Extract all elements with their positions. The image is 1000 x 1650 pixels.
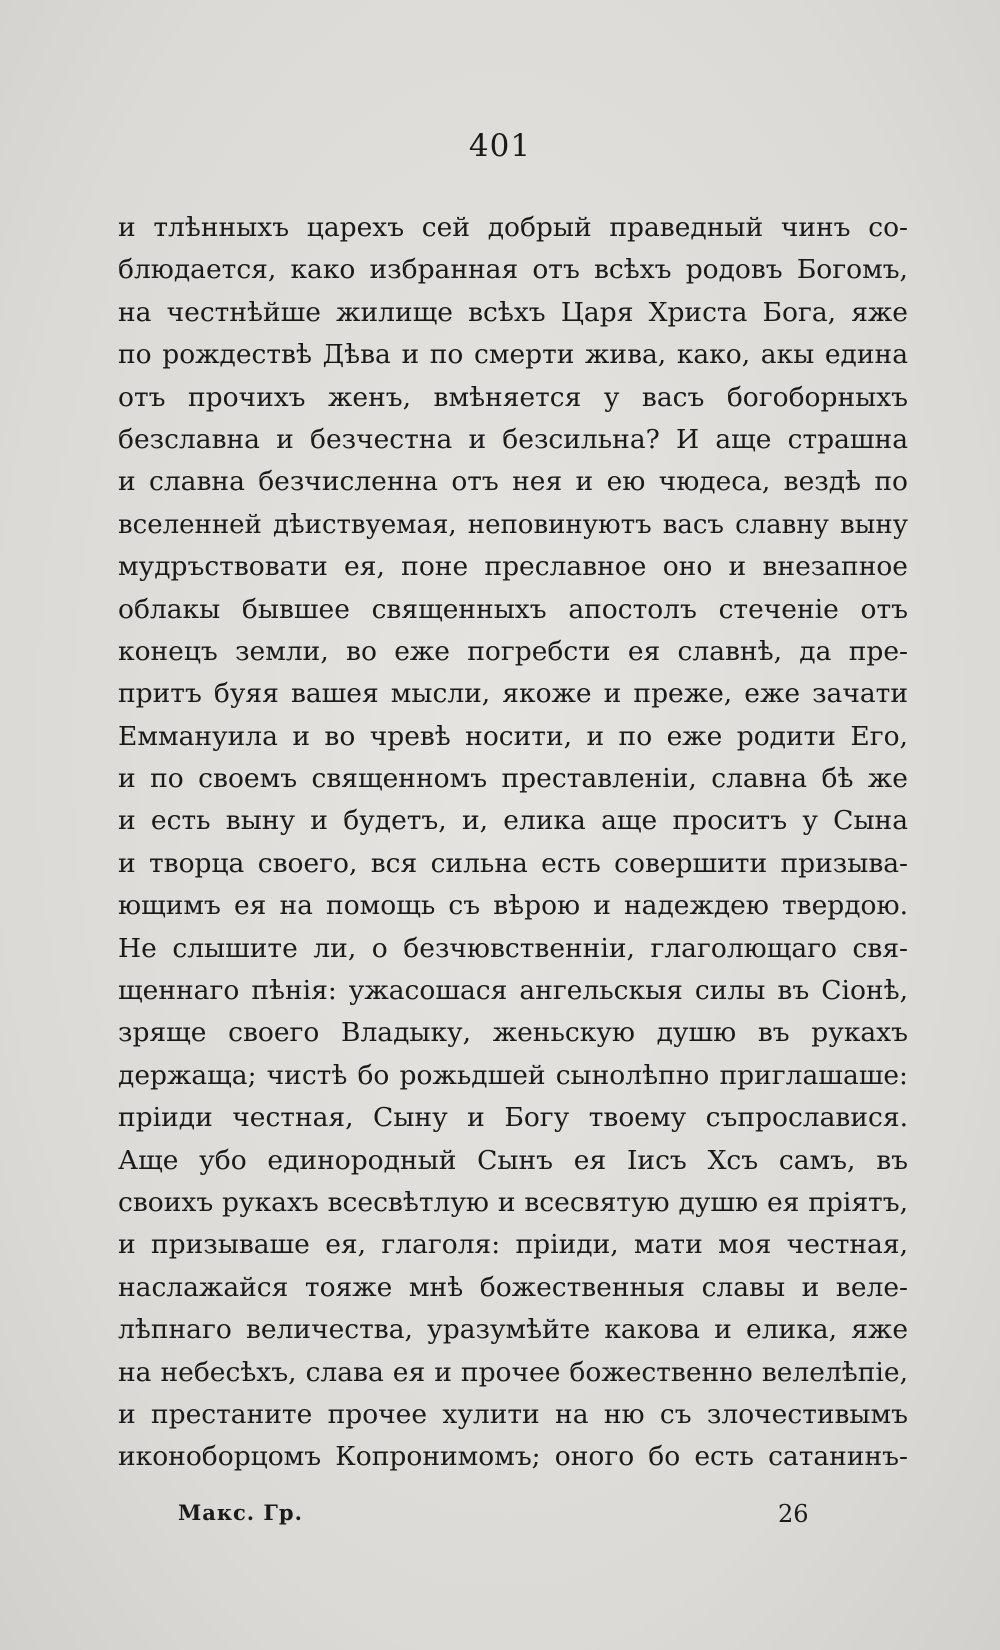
signature-number: 26 <box>778 1500 809 1528</box>
text-line: мудръствовати ея, поне преславное оно и внезапное <box>118 551 908 583</box>
text-line: и тлѣнныхъ царехъ сей добрый праведный чинъ со- <box>118 212 908 243</box>
text-line: ющимъ ея на помощь съ вѣрою и надеждею твердою. <box>118 890 908 922</box>
text-line: своихъ рукахъ всесвѣтлую и всесвятую душю ея пріятъ, <box>118 1186 908 1218</box>
text-line: Еммануила и во чревѣ носити, и по еже родити Его, <box>118 720 908 752</box>
text-line: Не слышите ли, о безчювственніи, глаголющаго свя- <box>118 932 908 964</box>
text-line: безславна и безчестна и безсильна? И аще страшна <box>118 423 908 455</box>
text-line: и есть выну и будетъ, и, елика аще проситъ у Сына <box>118 805 908 837</box>
text-line: лѣпнаго величества, уразумѣйте какова и елика, яже <box>118 1314 908 1346</box>
text-line: отъ прочихъ женъ, вмѣняется у васъ богоборныхъ <box>118 381 908 413</box>
text-line: щеннаго пѣнія: ужасошася ангельскыя силы въ Сіонѣ, <box>118 975 908 1007</box>
text-line: и по своемъ священномъ преставленіи, славна бѣ же <box>118 763 908 795</box>
text-line: по рождествѣ Дѣва и по смерти жива, како, акы едина <box>118 339 908 371</box>
text-line: притъ буяя вашея мысли, якоже и преже, еже зачати <box>118 678 908 710</box>
page-number: 401 <box>468 128 532 164</box>
text-line: и призываше ея, глаголя: пріиди, мати моя честная, <box>118 1229 908 1261</box>
text-line: наслажайся тояже мнѣ божественныя славы и веле- <box>118 1271 908 1303</box>
body-text <box>118 207 908 1479</box>
text-line: облакы бывшее священныхъ апостолъ стеченіе отъ <box>118 593 908 625</box>
text-line: и престаните прочее хулити на ню съ злочестивымъ <box>118 1398 908 1430</box>
text-line: пріиди честная, Сыну и Богу твоему съпрославися. <box>118 1102 908 1134</box>
text-line: вселенней дѣиствуемая, неповинуютъ васъ славну выну <box>118 509 908 540</box>
text-line: иконоборцомъ Копронимомъ; оного бо есть сатанинъ- <box>118 1441 908 1473</box>
text-line: на честнѣйше жилище всѣхъ Царя Христа Бога, яже <box>118 296 908 328</box>
text-line: и славна безчисленна отъ нея и ею чюдеса, вездѣ по <box>118 466 908 498</box>
page-footer <box>0 1500 1000 1540</box>
text-line: зряще своего Владыку, женьскую душю въ рукахъ <box>118 1017 908 1049</box>
signature-mark: Макс. Гр. <box>178 1500 303 1525</box>
text-line: Аще убо единородный Сынъ ея Іисъ Хсъ самъ, въ <box>118 1144 908 1176</box>
text-line: блюдается, како избранная отъ всѣхъ родовъ Богомъ, <box>118 254 908 286</box>
text-line: держаща; чистѣ бо рожьдшей сынолѣпно приглашаше: <box>118 1059 908 1091</box>
text-line: и творца своего, вся сильна есть совершити призыва- <box>118 847 908 879</box>
text-line: на небесѣхъ, слава ея и прочее божественно велелѣпіе, <box>118 1356 908 1388</box>
text-line: конецъ земли, во еже погребсти ея славнѣ, да пре- <box>118 635 908 667</box>
